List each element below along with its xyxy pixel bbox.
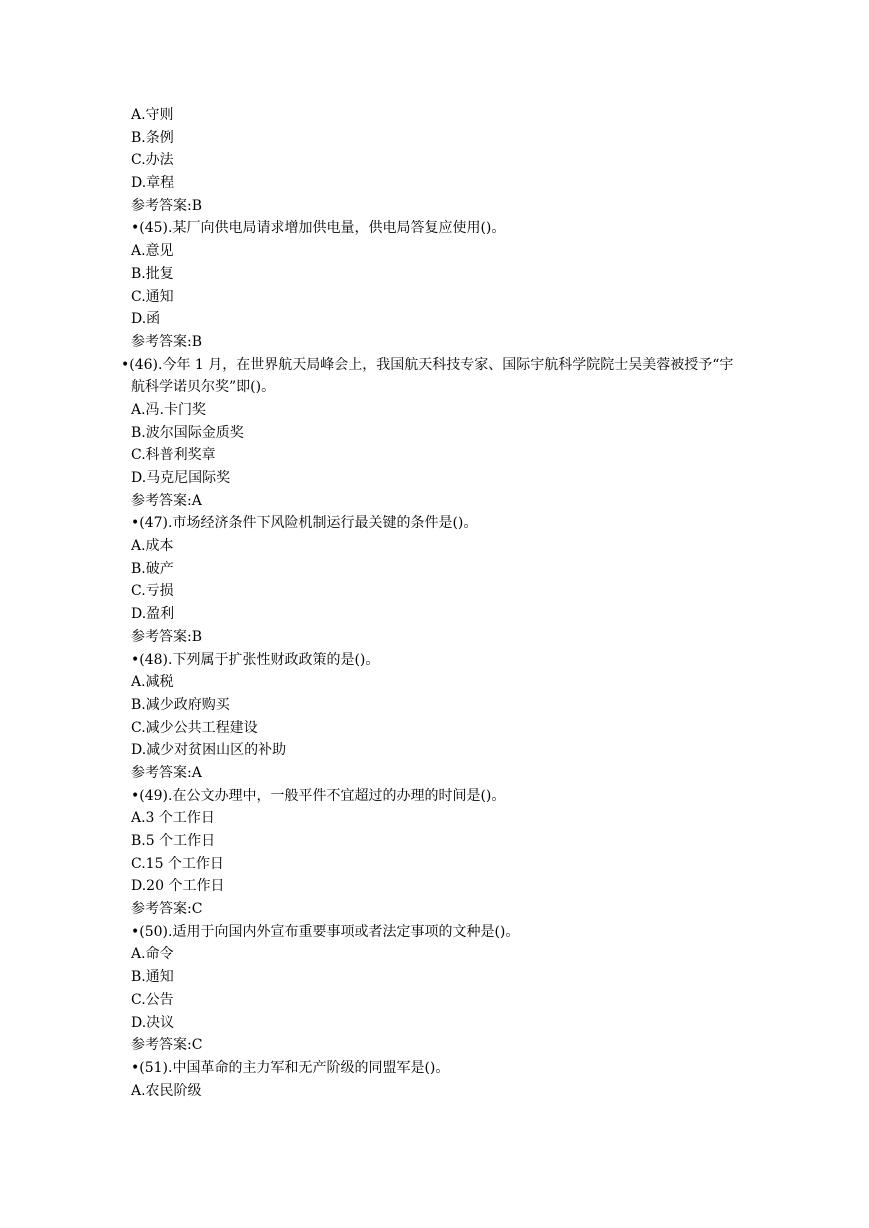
- option-a: A.守则: [131, 107, 174, 123]
- option-a: A.成本: [131, 538, 174, 555]
- answer-line: 参考答案:A: [131, 492, 202, 509]
- option-b: B.通知: [131, 969, 174, 986]
- option-b: B.减少政府购买: [131, 696, 230, 713]
- answer-line: 参考答案:C: [131, 901, 203, 918]
- question-text: •(50).适用于向国内外宣布重要事项或者法定事项的文种是()。: [131, 923, 520, 940]
- option-d: D.章程: [131, 175, 175, 192]
- option-c: C.公告: [131, 991, 174, 1008]
- question-block-48: [131, 649, 751, 785]
- question-text: •(47).市场经济条件下风险机制运行最关键的条件是()。: [131, 515, 478, 532]
- option-c: C.科普利奖章: [131, 447, 216, 464]
- option-b: B.批复: [131, 265, 174, 282]
- option-d: D.决议: [131, 1014, 175, 1031]
- answer-line: 参考答案:C: [131, 1037, 203, 1054]
- question-text: •(48).下列属于扩张性财政政策的是()。: [131, 651, 380, 668]
- answer-line: 参考答案:A: [131, 764, 202, 781]
- option-c: C.办法: [131, 152, 174, 169]
- option-a: A.冯.卡门奖: [131, 401, 207, 418]
- option-c: C.亏损: [131, 583, 174, 600]
- answer-line: 参考答案:B: [131, 333, 203, 350]
- option-b: B.破产: [131, 560, 174, 577]
- option-d: D.函: [131, 311, 161, 328]
- option-a: A.命令: [131, 946, 174, 963]
- answer-line: 参考答案:B: [131, 628, 203, 645]
- option-a: A.减税: [131, 674, 174, 691]
- option-b: B.5 个工作日: [131, 833, 216, 850]
- option-c: C.减少公共工程建设: [131, 719, 258, 736]
- question-block-47: [131, 512, 751, 648]
- answer-line: 参考答案:B: [131, 197, 203, 214]
- option-a: A.意见: [131, 243, 174, 260]
- option-d: D.20 个工作日: [131, 878, 225, 895]
- option-d: D.马克尼国际奖: [131, 470, 231, 487]
- option-d: D.减少对贫困山区的补助: [131, 742, 287, 759]
- question-block-49: [131, 785, 751, 921]
- option-a: A.农民阶级: [131, 1082, 202, 1099]
- question-text: •(45).某厂向供电局请求增加供电量，供电局答复应使用()。: [131, 220, 506, 237]
- question-text: •(51).中国革命的主力军和无产阶级的同盟军是()。: [131, 1059, 450, 1076]
- option-c: C.通知: [131, 288, 174, 305]
- question-text: •(49).在公文办理中，一般平件不宜超过的办理的时间是()。: [131, 787, 506, 804]
- question-block-51: [131, 1057, 751, 1102]
- question-block-44-tail: [131, 104, 751, 217]
- option-b: B.波尔国际金质奖: [131, 424, 244, 441]
- option-a: A.3 个工作日: [131, 810, 215, 827]
- option-d: D.盈利: [131, 606, 175, 623]
- question-text: •(46).今年 1 月，在世界航天局峰会上，我国航天科技专家、国际宇航科学院院士吴美蓉被授予“宇航科学诺贝尔奖”即()。: [121, 356, 734, 396]
- document-content: [121, 104, 751, 1102]
- question-block-50: [131, 921, 751, 1057]
- question-block-45: [131, 217, 751, 353]
- option-b: B.条例: [131, 129, 174, 146]
- option-c: C.15 个工作日: [131, 855, 224, 872]
- question-block-46: [121, 354, 751, 513]
